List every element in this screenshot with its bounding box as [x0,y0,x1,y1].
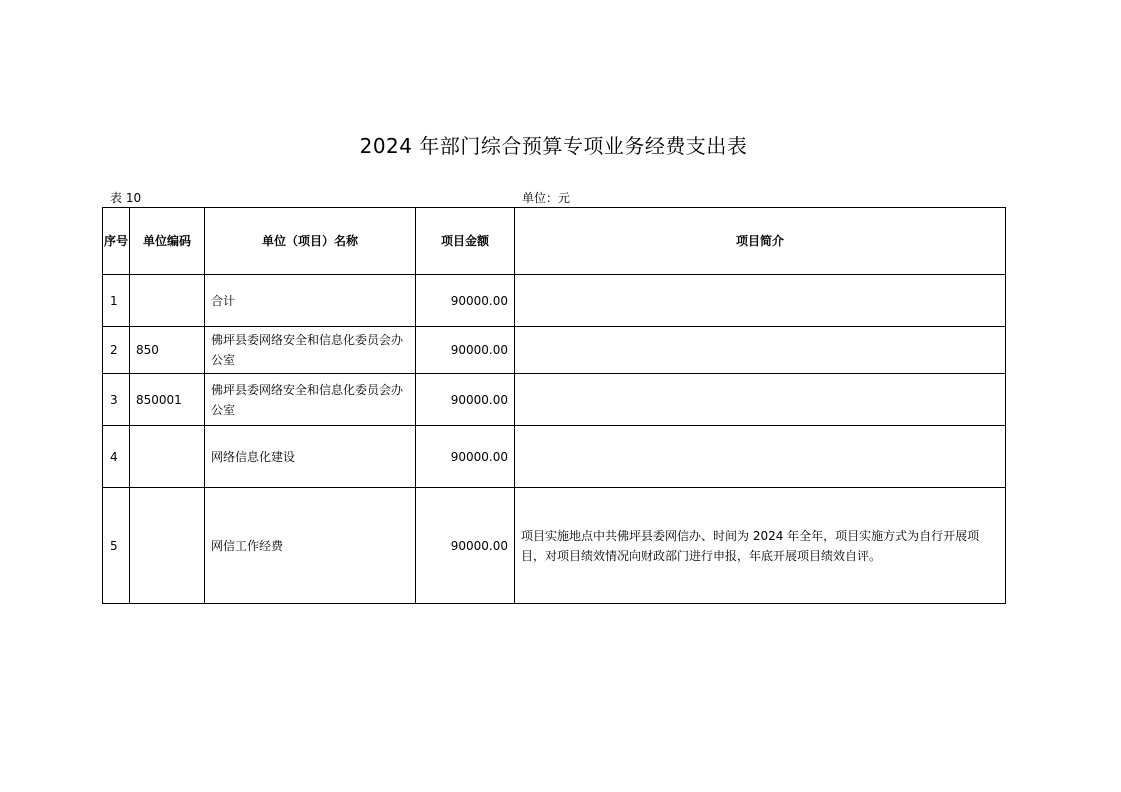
cell-amount: 90000.00 [416,275,515,327]
cell-name: 网信工作经费 [205,488,416,604]
cell-seq: 5 [103,488,130,604]
table-header-row [103,208,1006,275]
table-row [103,488,1006,604]
cell-amount: 90000.00 [416,327,515,374]
cell-amount: 90000.00 [416,488,515,604]
table-row [103,374,1006,426]
cell-seq: 1 [103,275,130,327]
budget-table [102,207,1006,604]
cell-amount: 90000.00 [416,426,515,488]
cell-name: 网络信息化建设 [205,426,416,488]
header-intro: 项目简介 [515,208,1006,275]
cell-name: 佛坪县委网络安全和信息化委员会办公室 [205,374,416,426]
cell-intro [515,275,1006,327]
cell-seq: 2 [103,327,130,374]
cell-code [130,275,205,327]
header-unit-code: 单位编码 [130,208,205,275]
header-amount: 项目金额 [416,208,515,275]
table-row [103,426,1006,488]
cell-name: 合计 [205,275,416,327]
header-seq: 序号 [103,208,130,275]
cell-intro [515,374,1006,426]
unit-label: 单位：元 [522,191,571,205]
cell-code: 850 [130,327,205,374]
cell-amount: 90000.00 [416,374,515,426]
table-number: 表 10 [110,191,142,205]
cell-code [130,488,205,604]
table-row [103,275,1006,327]
header-name: 单位（项目）名称 [205,208,416,275]
cell-intro [515,426,1006,488]
cell-intro [515,327,1006,374]
cell-seq: 3 [103,374,130,426]
cell-code: 850001 [130,374,205,426]
page-title: 2024 年部门综合预算专项业务经费支出表 [359,134,748,158]
table-row [103,327,1006,374]
cell-seq: 4 [103,426,130,488]
cell-intro: 项目实施地点中共佛坪县委网信办、时间为 2024 年全年，项目实施方式为自行开展项目，对项目绩效情况向财政部门进行申报，年底开展项目绩效自评。 [515,488,1006,604]
cell-code [130,426,205,488]
cell-name: 佛坪县委网络安全和信息化委员会办公室 [205,327,416,374]
